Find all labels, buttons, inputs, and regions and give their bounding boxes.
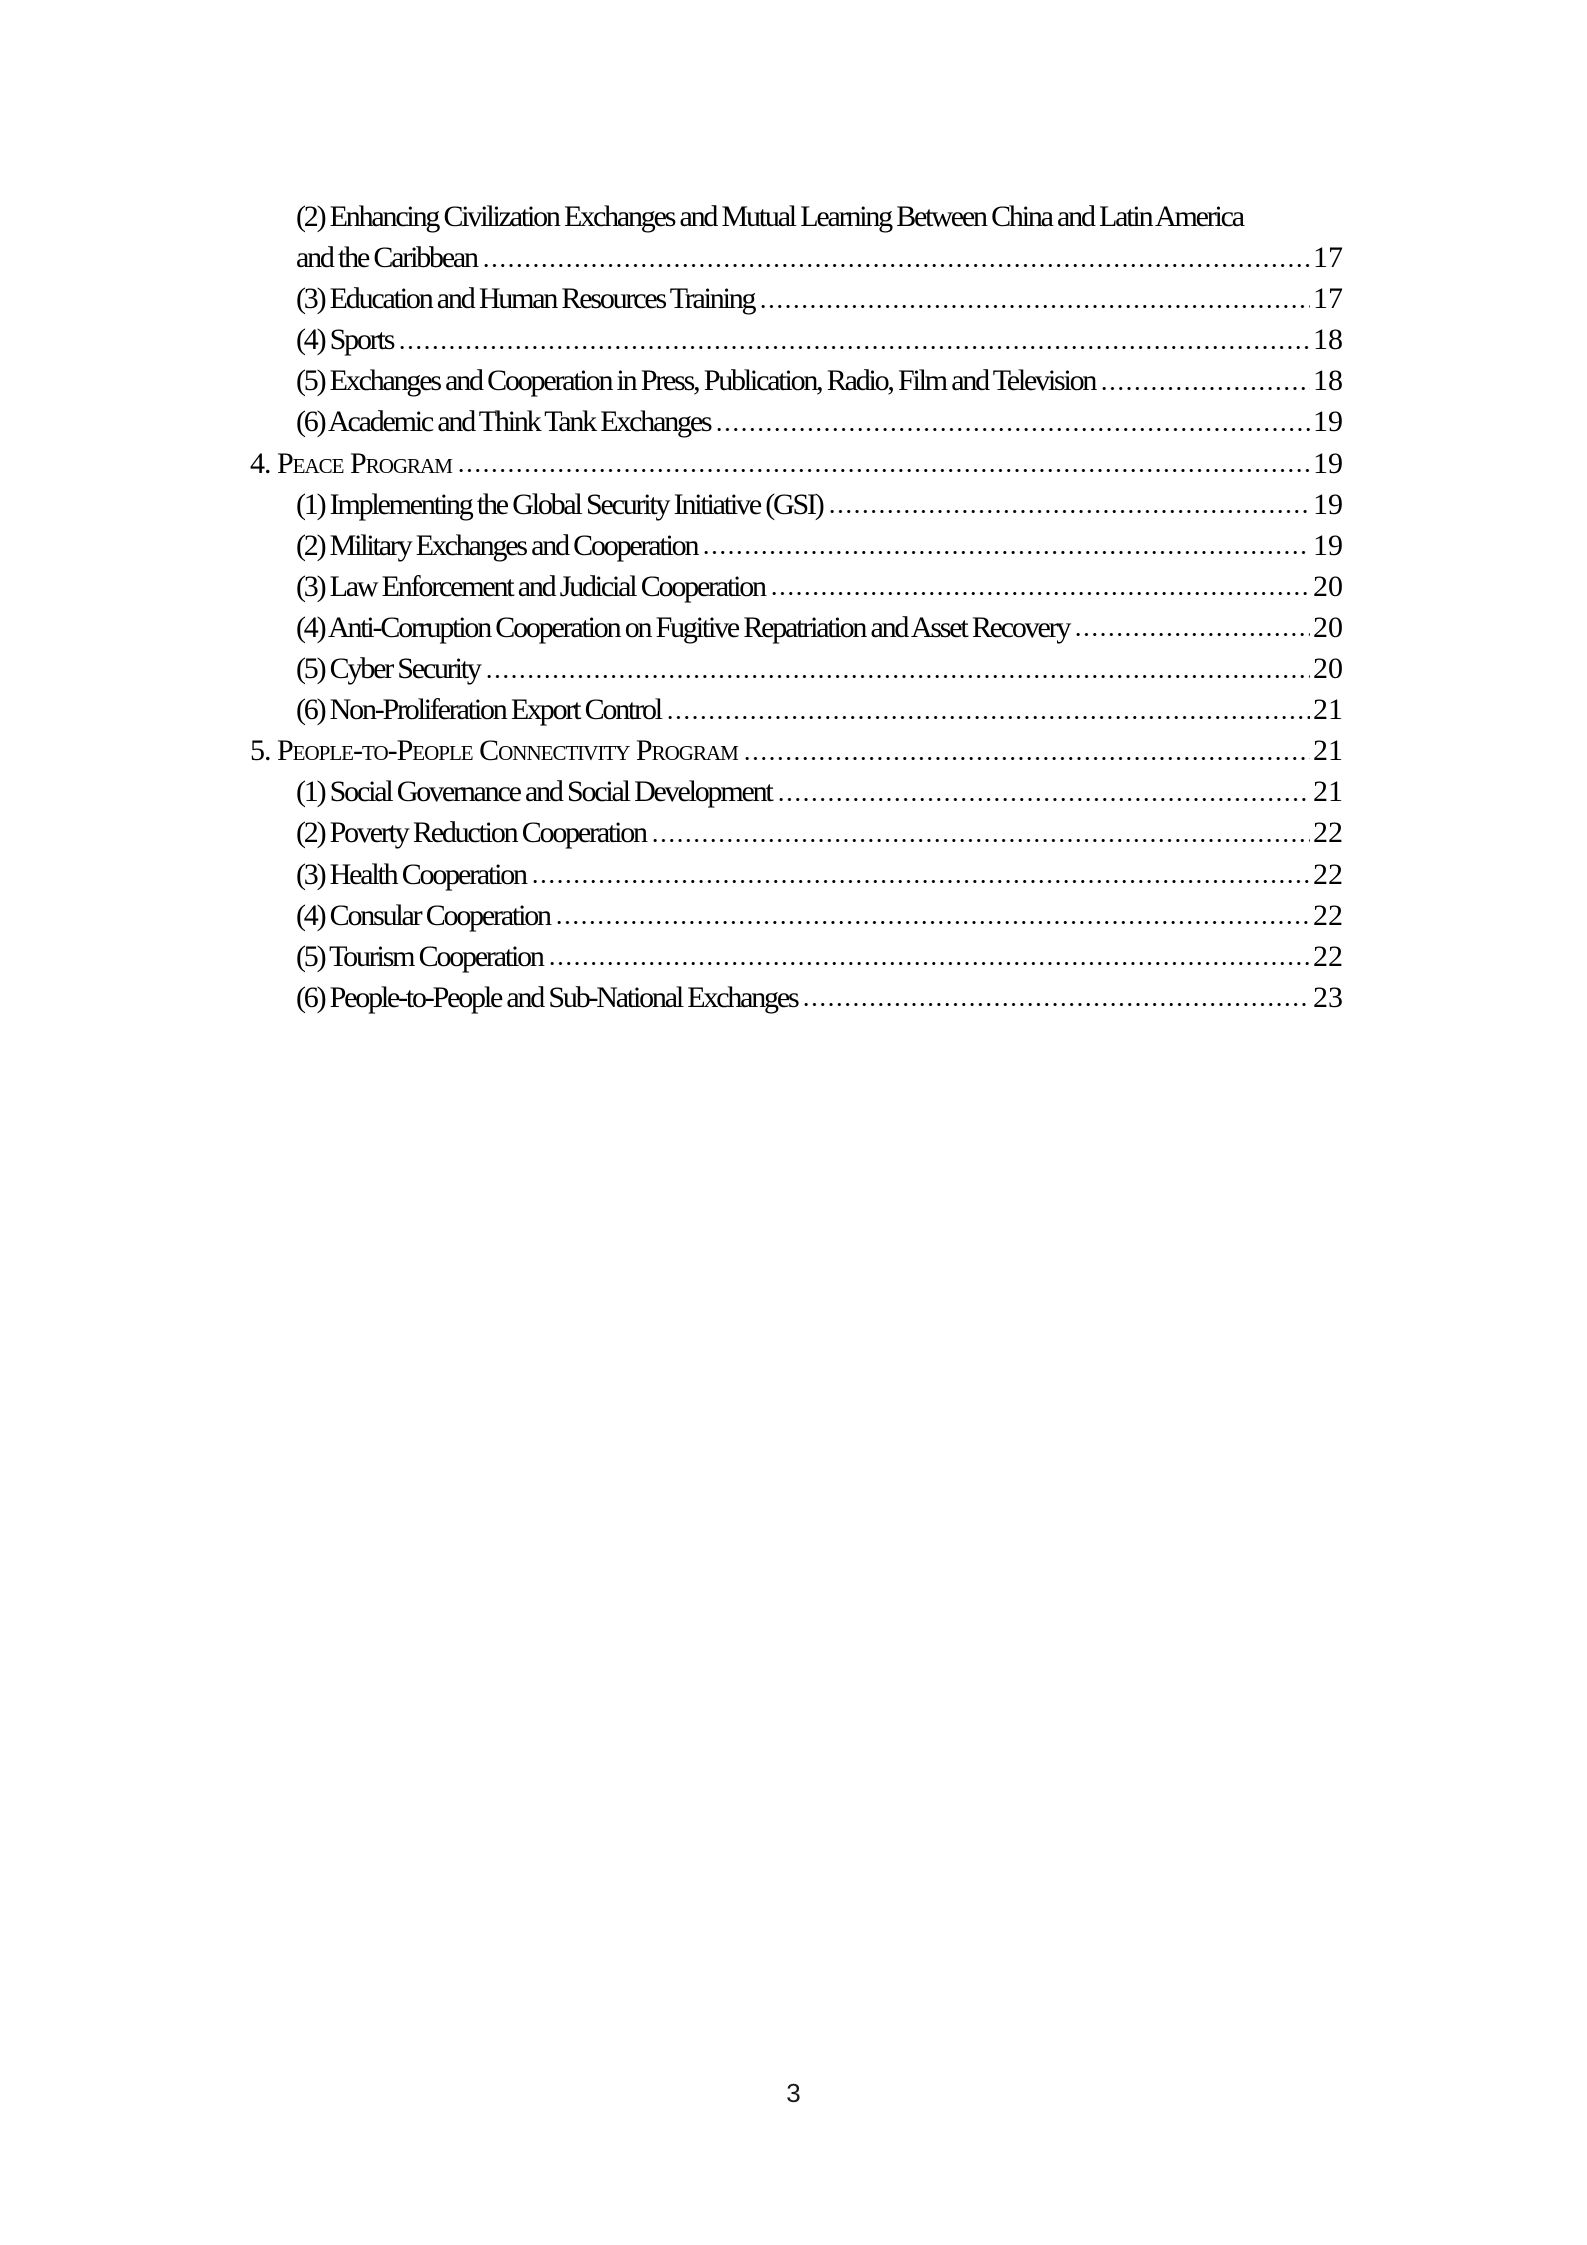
dot-leader — [743, 730, 1310, 771]
dot-leader — [770, 566, 1310, 607]
toc-line — [296, 196, 1343, 237]
toc-line — [296, 648, 1343, 689]
toc-entry-page-number: 17 — [1313, 282, 1343, 316]
dot-leader — [651, 812, 1310, 853]
toc-entry-text: (6) Non-Proliferation Export Control — [296, 693, 661, 727]
toc-entry-page-number: 18 — [1313, 364, 1343, 398]
toc-line — [296, 689, 1343, 730]
toc-line — [296, 566, 1343, 607]
toc-entry[interactable] — [0, 648, 1343, 689]
toc-entry-text: (4) Consular Cooperation — [296, 898, 550, 932]
dot-leader — [828, 484, 1310, 525]
toc-entry-page-number: 22 — [1313, 939, 1343, 973]
dot-leader — [1100, 360, 1310, 401]
toc-entry[interactable] — [0, 812, 1343, 853]
toc-entry[interactable] — [0, 525, 1343, 566]
toc-entry-text: 5. People-to-People Connectivity Program — [250, 734, 738, 768]
toc-entry-page-number: 21 — [1313, 693, 1343, 727]
toc-line — [296, 771, 1343, 812]
dot-leader — [666, 689, 1310, 730]
toc-entry[interactable] — [0, 854, 1343, 895]
dot-leader — [548, 936, 1310, 977]
toc-line — [296, 812, 1343, 853]
toc-entry-text: (3) Health Cooperation — [296, 857, 526, 891]
toc-entry[interactable] — [0, 566, 1343, 607]
toc-entry-page-number: 21 — [1313, 734, 1343, 768]
toc-entry-text: (2) Poverty Reduction Cooperation — [296, 816, 646, 850]
toc-line — [296, 484, 1343, 525]
toc-line — [296, 895, 1343, 936]
toc-entry-text: (3) Education and Human Resources Training — [296, 282, 755, 316]
toc-line — [296, 936, 1343, 977]
toc-entry-text: (2) Military Exchanges and Cooperation — [296, 528, 698, 562]
toc-entry-text: 4. Peace Program — [250, 446, 452, 480]
toc-entry-text: (5) Cyber Security — [296, 652, 480, 686]
toc-entry-page-number: 22 — [1313, 898, 1343, 932]
toc-line — [296, 525, 1343, 566]
toc-entry[interactable] — [0, 196, 1343, 278]
toc-entry-page-number: 20 — [1313, 652, 1343, 686]
toc-line — [296, 278, 1343, 319]
page-number: 3 — [786, 2078, 801, 2108]
toc-line — [296, 237, 1343, 278]
toc-entry[interactable] — [0, 977, 1343, 1018]
toc-entry-text: (3) Law Enforcement and Judicial Cooperation — [296, 569, 765, 603]
toc-line — [250, 443, 1343, 484]
toc-entry-page-number: 19 — [1313, 446, 1343, 480]
toc-entry[interactable] — [0, 936, 1343, 977]
dot-leader — [759, 278, 1310, 319]
toc-entry-text: (1) Implementing the Global Security Initiative (GSI) — [296, 487, 823, 521]
dot-leader — [398, 319, 1310, 360]
toc-entry-page-number: 23 — [1313, 980, 1343, 1014]
toc-entry[interactable] — [0, 730, 1343, 771]
toc-entry[interactable] — [0, 360, 1343, 401]
toc-entry-text: and the Caribbean — [296, 241, 477, 275]
toc-entry[interactable] — [0, 443, 1343, 484]
toc-line — [296, 360, 1343, 401]
dot-leader — [702, 525, 1310, 566]
toc-entry-text: (4) Sports — [296, 323, 394, 357]
toc-entry-page-number: 20 — [1313, 569, 1343, 603]
table-of-contents — [0, 196, 1587, 1018]
toc-entry[interactable] — [0, 689, 1343, 730]
toc-line — [296, 401, 1343, 442]
dot-leader — [531, 854, 1310, 895]
toc-entry-page-number: 20 — [1313, 610, 1343, 644]
toc-entry-page-number: 17 — [1313, 241, 1343, 275]
toc-entry-page-number: 18 — [1313, 323, 1343, 357]
dot-leader — [777, 771, 1311, 812]
toc-line — [296, 854, 1343, 895]
toc-entry[interactable] — [0, 607, 1343, 648]
dot-leader — [482, 237, 1310, 278]
dot-leader — [555, 895, 1310, 936]
dot-leader — [802, 977, 1310, 1018]
toc-entry-page-number: 22 — [1313, 857, 1343, 891]
toc-line — [296, 319, 1343, 360]
toc-entry[interactable] — [0, 484, 1343, 525]
toc-entry-text: (5) Exchanges and Cooperation in Press, Publication, Radio, Film and Television — [296, 364, 1096, 398]
page-footer — [0, 2075, 1587, 2111]
toc-entry-text: (1) Social Governance and Social Development — [296, 775, 772, 809]
toc-entry-text: (5) Tourism Cooperation — [296, 939, 543, 973]
toc-entry-text: (6) Academic and Think Tank Exchanges — [296, 405, 711, 439]
toc-entry[interactable] — [0, 895, 1343, 936]
toc-entry[interactable] — [0, 278, 1343, 319]
toc-entry[interactable] — [0, 401, 1343, 442]
toc-entry-page-number: 19 — [1313, 487, 1343, 521]
toc-entry[interactable] — [0, 319, 1343, 360]
dot-leader — [485, 648, 1310, 689]
toc-entry-page-number: 22 — [1313, 816, 1343, 850]
toc-line — [296, 607, 1343, 648]
toc-line — [250, 730, 1343, 771]
toc-entry-page-number: 19 — [1313, 405, 1343, 439]
toc-entry-text: (6) People-to-People and Sub-National Exchanges — [296, 980, 798, 1014]
dot-leader — [1074, 607, 1310, 648]
dot-leader — [715, 401, 1310, 442]
toc-entry-text: (2) Enhancing Civilization Exchanges and Mutual Learning Between China and Latin America — [296, 200, 1243, 233]
toc-entry-text: (4) Anti-Corruption Cooperation on Fugitive Repatriation and Asset Recovery — [296, 610, 1070, 644]
toc-entry-page-number: 19 — [1313, 528, 1343, 562]
toc-entry[interactable] — [0, 771, 1343, 812]
toc-entry-page-number: 21 — [1313, 775, 1343, 809]
dot-leader — [457, 443, 1310, 484]
toc-line — [296, 977, 1343, 1018]
